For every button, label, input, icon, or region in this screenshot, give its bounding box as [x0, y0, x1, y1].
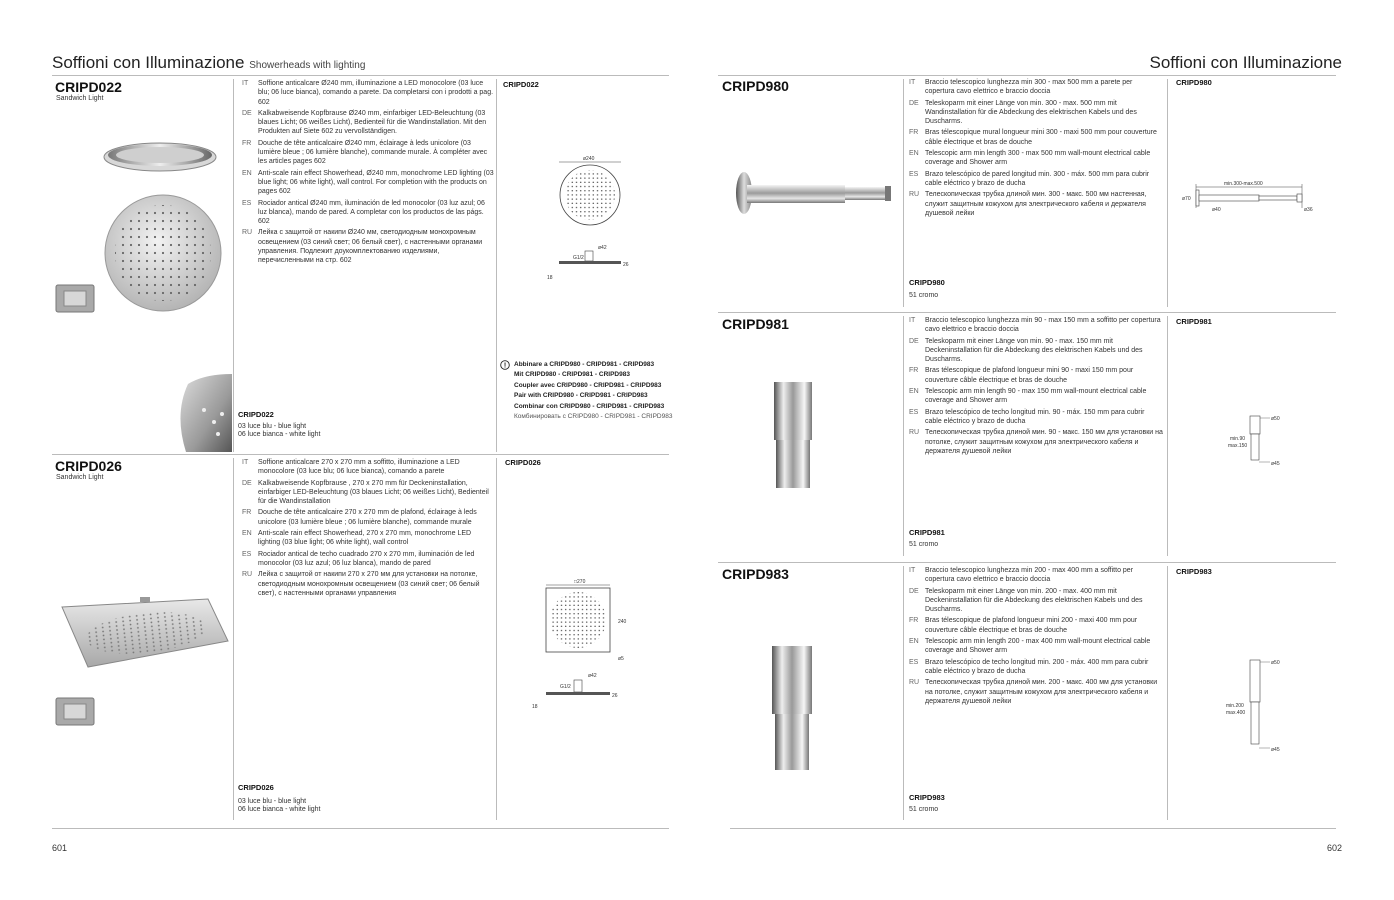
section-rule-cripd026: [52, 454, 669, 455]
description-list-cripd026: [242, 458, 494, 600]
desc-text: Teleskoparm mit einer Länge von min. 90 - max. 150 mm mit Deckeninstallation für die Abdeckung des elektrischen Kabels und des Duscharms.: [925, 337, 1143, 364]
lang-code: DE: [242, 479, 252, 487]
dim-min-2: min.200: [1226, 703, 1244, 709]
desc-text: Douche de tête anticalcaire Ø240 mm, éclairage à leds unicolore (03 lumière bleue ; 06 lumière blanche), commande murale. À compléter avec les articles pages 602: [258, 139, 488, 166]
pairing-note-de: Mit CRIPD980 - CRIPD981 - CRIPD983: [514, 371, 630, 379]
lang-code: RU: [909, 429, 920, 437]
right-header-rule: [718, 75, 1336, 76]
desc-line-ru: [909, 428, 1163, 456]
column-divider-cripd981-a: [903, 316, 904, 556]
technical-drawing-cripd022: [545, 155, 635, 285]
product-code-cripd026: CRIPD026: [55, 458, 122, 474]
right-footer-rule: [730, 828, 1336, 829]
left-subtitle-text: Showerheads with lighting: [249, 60, 366, 71]
dim-max-2: max.400: [1226, 710, 1246, 716]
finish-line-white-2: 06 luce bianca - white light: [238, 806, 321, 813]
lang-code: FR: [909, 617, 919, 625]
desc-text: Teleskoparm mit einer Länge von min. 300 - max. 500 mm mit Wandinstallation für die Abdeckung des elektrischen Kabels und des Duscharms.: [925, 99, 1137, 126]
desc-text: Douche de tête anticalcaire 270 x 270 mm de plafond, éclairage à leds unicolore (03 lumière bleue ; 06 lumière blanche), commande murale: [258, 509, 477, 526]
left-footer-rule: [52, 828, 669, 829]
dim-nipple-2: ø42: [588, 673, 597, 679]
product-subtitle-cripd026: Sandwich Light: [56, 474, 104, 481]
lang-code: RU: [242, 571, 253, 579]
desc-line-en: [909, 637, 1163, 656]
right-page-title: Soffioni con Illuminazione: [1149, 53, 1342, 72]
pairing-note: [514, 360, 672, 422]
lang-code: FR: [242, 139, 252, 147]
desc-line-en: [242, 529, 494, 548]
dim-nipple: ø42: [598, 245, 607, 251]
lang-code: ES: [909, 170, 919, 178]
desc-line-ru: [909, 678, 1163, 706]
technical-drawing-cripd026: [530, 578, 640, 713]
lang-code: EN: [242, 530, 252, 538]
desc-line-de: [242, 479, 494, 507]
product-code-cripd981: CRIPD981: [722, 316, 789, 332]
dim-thread-2: G1/2: [560, 684, 571, 690]
technical-drawing-cripd981: [1226, 410, 1286, 470]
telescopic-wall-arm-image: [735, 170, 895, 220]
dim-height: 26: [623, 262, 629, 268]
description-list-cripd981: [909, 316, 1163, 458]
desc-line-fr: [909, 616, 1163, 635]
desc-line-it: [242, 458, 494, 477]
desc-text: Brazo telescópico de techo longitud min. 90 - máx. 150 mm para cubrir cable eléctrico y brazo de ducha: [925, 408, 1145, 425]
desc-text: Brazo telescópico de pared longitud min. 300 - máx. 500 mm para cubrir cable eléctrico y brazo de ducha: [925, 170, 1150, 187]
lang-code: ES: [242, 550, 252, 558]
dim-length: min.300-max.500: [1224, 181, 1263, 187]
lang-code: ES: [909, 408, 919, 416]
wall-control-panel-image: [55, 284, 95, 314]
technical-drawing-cripd980: [1182, 178, 1322, 218]
showerhead-round-detail-image: [174, 374, 232, 452]
finish-code-cripd980: CRIPD980: [909, 278, 945, 287]
lang-code: RU: [909, 191, 920, 199]
dim-max: max.150: [1228, 443, 1248, 449]
desc-text: Brazo telescópico de techo longitud min. 200 - máx. 400 mm para cubrir cable eléctrico y brazo de ducha: [925, 658, 1149, 675]
desc-text: Kalkabweisende Kopfbrause Ø240 mm, einfarbiger LED-Beleuchtung (03 blaues Licht; 06 weißes Licht), Bedienteil für die Wandinstallation. Mit den Produkten auf Siete 602 zu vervollständigen.: [258, 109, 487, 136]
desc-text: Teleskoparm mit einer Länge von min. 200 - max. 400 mm mit Deckeninstallation für die Abdeckung des elektrischen Kabels und des Duscharms.: [925, 587, 1143, 614]
dim-side: 240: [618, 619, 627, 625]
showerhead-round-front-image: [103, 193, 223, 313]
lang-code: EN: [242, 169, 252, 177]
finish-code-cripd981: CRIPD981: [909, 528, 945, 537]
lang-code: RU: [909, 679, 920, 687]
lang-code: IT: [242, 459, 249, 466]
desc-text: Rociador antical Ø240 mm, iluminación de led monocolor (03 luz azul; 06 luz blanca), mando de pared. A completar con los productos de las págs. 602: [258, 199, 485, 226]
desc-line-de: [909, 587, 1163, 615]
desc-text: Telescopic arm min length 300 - max 500 mm wall-mount electrical cable coverage and Shower arm: [925, 150, 1151, 167]
desc-line-fr: [242, 139, 494, 167]
desc-line-ru: [242, 228, 494, 265]
desc-text: Soffione anticalcare 270 x 270 mm a soffitto, illuminazione a LED monocolore (03 luce blu; 06 luce bianca), comando a parete: [258, 459, 460, 476]
desc-text: Лейка с защитой от накипи 270 x 270 мм для установки на потолке, светодиодным монохромным освещением (03 синий свет; 06 белый свет), с настенными органами управления: [258, 571, 480, 597]
lang-code: DE: [909, 337, 919, 345]
section-rule-cripd981: [718, 312, 1336, 313]
drawing-code-cripd026: CRIPD026: [505, 458, 541, 467]
telescopic-ceiling-arm-short-image: [768, 382, 818, 488]
finish-line-blue-2: 03 luce blu - blue light: [238, 798, 307, 805]
desc-line-es: [242, 199, 494, 227]
desc-text: Kalkabweisende Kopfbrause , 270 x 270 mm für Deckeninstallation, einfarbiger LED-Beleuchtung (03 blaues Licht; 06 weißes Licht), Bedienteil für die Wandinstallation: [258, 479, 489, 506]
desc-line-it: [909, 78, 1163, 97]
desc-line-en: [909, 387, 1163, 406]
finish-code-cripd026: CRIPD026: [238, 783, 274, 792]
desc-text: Braccio telescopico lunghezza min 90 - max 150 mm a soffitto per copertura cavo elettrico e braccio doccia: [925, 317, 1161, 334]
lang-code: IT: [242, 80, 249, 87]
product-code-cripd983: CRIPD983: [722, 566, 789, 582]
desc-line-es: [242, 550, 494, 569]
lang-code: IT: [909, 567, 916, 574]
finish-cripd981: 51 cromo: [909, 541, 939, 548]
desc-text: Braccio telescopico lunghezza min 200 - max 400 mm a soffitto per copertura cavo elettrico e braccio doccia: [925, 567, 1134, 584]
wall-control-panel-image-2: [55, 697, 95, 727]
desc-line-de: [909, 337, 1163, 365]
desc-text: Телескопическая трубка длиной мин. 200 - макс. 400 мм для установки на потолке, служит защитным кожухом для электрического кабеля и держателя душевой лейки: [925, 679, 1158, 705]
desc-text: Телескопическая трубка длиной мин. 90 - макс. 150 мм для установки на потолке, служит защитным кожухом для электрического кабеля и держателя душевой лейки: [925, 429, 1163, 455]
column-divider-cripd026-a: [233, 458, 234, 820]
lang-code: DE: [909, 99, 919, 107]
dim-thick-2: 18: [532, 704, 538, 710]
column-divider-cripd026-b: [496, 458, 497, 820]
left-page-title: [52, 53, 365, 73]
left-title-text: Soffioni con Illuminazione: [52, 53, 245, 72]
desc-text: Лейка с защитой от накипи Ø240 мм, светодиодным монохромным освещением (03 синий свет; 06 белый свет), с настенными органами управления. Подлежит доукомплектованию изделиями, перечисленными на стр. 602: [258, 229, 483, 265]
warning-icon: [500, 360, 510, 370]
lang-code: FR: [909, 129, 919, 137]
pairing-note-fr: Coupler avec CRIPD980 - CRIPD981 - CRIPD983: [514, 381, 662, 389]
desc-line-de: [909, 99, 1163, 127]
dim-d3: ø36: [1304, 207, 1313, 213]
desc-text: Rociador antical de techo cuadrado 270 x 270 mm, iluminación de led monocolor (03 luz azul; 06 luz blanca), mando de pared: [258, 550, 475, 567]
lang-code: EN: [909, 150, 919, 158]
column-divider-cripd983-b: [1167, 566, 1168, 820]
pairing-note-es: Combinar con CRIPD980 - CRIPD981 - CRIPD983: [514, 402, 665, 410]
section-rule-cripd983: [718, 562, 1336, 563]
column-divider-cripd022-b: [496, 79, 497, 452]
page-number-left: 601: [52, 843, 68, 853]
desc-line-it: [909, 316, 1163, 335]
desc-line-es: [909, 408, 1163, 427]
desc-text: Bras télescopique de plafond longueur mini 90 - maxi 150 mm pour couverture câble électrique et bras de douche: [925, 367, 1134, 384]
dim-height-2: 26: [612, 693, 618, 699]
dim-d1: ø70: [1182, 196, 1191, 202]
technical-drawing-cripd983: [1224, 656, 1286, 756]
dim-top: ø50: [1271, 416, 1280, 422]
lang-code: RU: [242, 229, 253, 237]
column-divider-cripd983-a: [903, 566, 904, 820]
product-code-cripd022: CRIPD022: [55, 79, 122, 95]
desc-line-en: [909, 149, 1163, 168]
description-list-cripd980: [909, 78, 1163, 220]
dim-diameter: ø240: [583, 156, 595, 162]
left-header-rule: [52, 75, 669, 76]
lang-code: IT: [909, 79, 916, 86]
dim-bottom: ø45: [1271, 461, 1280, 467]
desc-text: Telescopic arm min length 90 - max 150 mm wall-mount electrical cable coverage and Shower arm: [925, 388, 1147, 405]
desc-text: Soffione anticalcare Ø240 mm, illuminazione a LED monocolore (03 luce blu; 06 luce bianca), comando a parete. Da completarsi con i prodotti a pag. 602: [258, 80, 494, 106]
description-list-cripd983: [909, 566, 1163, 708]
finish-cripd980: 51 cromo: [909, 292, 939, 299]
desc-line-fr: [242, 508, 494, 527]
dim-d2: ø40: [1212, 207, 1221, 213]
desc-text: Anti-scale rain effect Showerhead, 270 x 270 mm, monochrome LED lighting (03 blue light; 06 white light), wall control: [258, 530, 472, 547]
warning-glyph: !: [503, 362, 507, 370]
lang-code: DE: [909, 587, 919, 595]
lang-code: DE: [242, 109, 252, 117]
page-number-right: 602: [1326, 843, 1342, 853]
desc-line-fr: [909, 366, 1163, 385]
dim-min: min.90: [1230, 436, 1246, 442]
drawing-code-cripd022: CRIPD022: [503, 80, 539, 89]
showerhead-square-image: [58, 597, 230, 669]
finish-line-blue: 03 luce blu - blue light: [238, 423, 307, 430]
dim-top-2: ø50: [1271, 660, 1280, 666]
lang-code: EN: [909, 638, 919, 646]
drawing-code-cripd983: CRIPD983: [1176, 567, 1212, 576]
lang-code: EN: [909, 388, 919, 396]
product-subtitle-cripd022: Sandwich Light: [56, 95, 104, 102]
showerhead-round-side-image: [100, 140, 220, 180]
desc-line-fr: [909, 128, 1163, 147]
desc-line-es: [909, 170, 1163, 189]
pairing-note-en: Pair with CRIPD980 - CRIPD981 - CRIPD983: [514, 392, 648, 400]
dim-thread: G1/2: [573, 255, 584, 261]
product-code-cripd980: CRIPD980: [722, 78, 789, 94]
finish-code-cripd022: CRIPD022: [238, 410, 274, 419]
desc-line-ru: [242, 570, 494, 598]
telescopic-ceiling-arm-long-image: [768, 646, 818, 770]
finish-code-cripd983: CRIPD983: [909, 793, 945, 802]
finish-line-white: 06 luce bianca - white light: [238, 431, 321, 438]
desc-line-de: [242, 109, 494, 137]
column-divider-cripd022-a: [233, 79, 234, 452]
lang-code: FR: [909, 367, 919, 375]
desc-text: Anti-scale rain effect Showerhead, Ø240 mm, monochrome LED lighting (03 blue light; 06 white light), wall control. For completion with the products on pages 602: [258, 169, 494, 196]
column-divider-cripd980-b: [1167, 79, 1168, 307]
dim-width: □270: [574, 579, 586, 585]
dim-small: ø5: [618, 656, 624, 662]
desc-text: Telescopic arm min length 200 - max 400 mm wall-mount electrical cable coverage and Shower arm: [925, 638, 1151, 655]
desc-line-it: [909, 566, 1163, 585]
drawing-code-cripd981: CRIPD981: [1176, 317, 1212, 326]
lang-code: IT: [909, 317, 916, 324]
column-divider-cripd981-b: [1167, 316, 1168, 556]
desc-line-es: [909, 658, 1163, 677]
desc-text: Bras télescopique de plafond longueur mini 200 - maxi 400 mm pour couverture câble électrique et bras de douche: [925, 617, 1138, 634]
desc-text: Braccio telescopico lunghezza min 300 - max 500 mm a parete per copertura cavo elettrico e braccio doccia: [925, 79, 1133, 96]
pairing-note-it: Abbinare a CRIPD980 - CRIPD981 - CRIPD983: [514, 361, 655, 368]
desc-line-en: [242, 169, 494, 197]
column-divider-cripd980-a: [903, 79, 904, 307]
dim-thick: 18: [547, 275, 553, 281]
lang-code: ES: [242, 199, 252, 207]
dim-bottom-2: ø45: [1271, 747, 1280, 753]
lang-code: ES: [909, 658, 919, 666]
desc-line-ru: [909, 190, 1163, 218]
lang-code: FR: [242, 509, 252, 517]
pairing-note-ru: Комбинировать с CRIPD980 - CRIPD981 - CRIPD983: [514, 413, 673, 421]
desc-line-it: [242, 79, 494, 107]
finish-cripd983: 51 cromo: [909, 806, 939, 813]
drawing-code-cripd980: CRIPD980: [1176, 78, 1212, 87]
desc-text: Bras télescopique mural longueur mini 300 - maxi 500 mm pour couverture câble électrique et bras de douche: [925, 129, 1157, 146]
desc-text: Телескопическая трубка длиной мин. 300 - макс. 500 мм настенная, служит защитным кожухом для электрического кабеля и держателя душевой лейки: [925, 191, 1147, 217]
description-list-cripd022: [242, 79, 494, 268]
